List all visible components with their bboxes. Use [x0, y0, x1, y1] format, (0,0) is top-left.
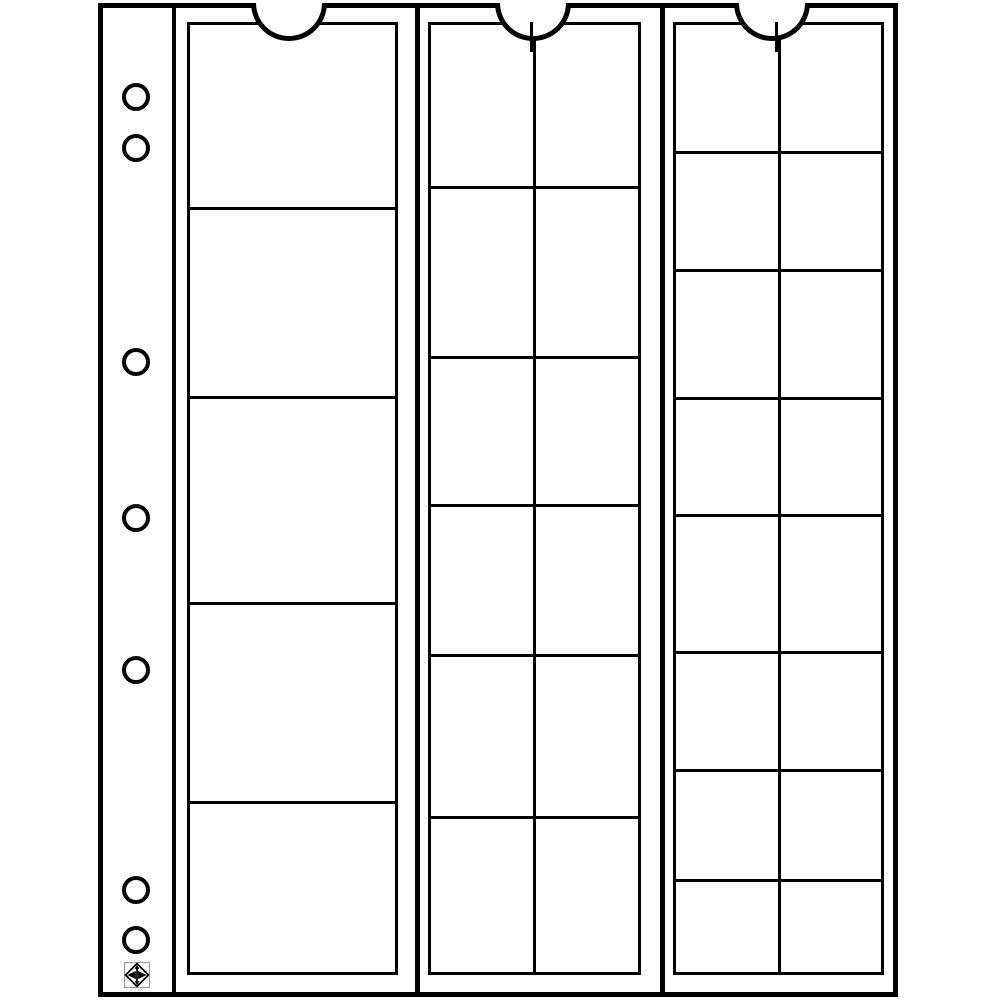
punch-hole — [122, 876, 150, 904]
coin-pocket — [781, 652, 881, 770]
coin-pocket — [431, 25, 533, 187]
coin-pocket — [676, 152, 778, 270]
column-divider-in-notch — [775, 22, 778, 52]
pocket-column-medium-pockets — [415, 8, 660, 992]
coin-pocket — [431, 655, 533, 817]
coin-pocket — [781, 152, 881, 270]
coin-pocket — [190, 802, 395, 972]
pocket-column-small-pockets — [660, 8, 893, 992]
pocket-grid-large-pockets — [187, 22, 398, 975]
punch-hole — [122, 926, 150, 954]
punch-hole — [122, 348, 150, 376]
coin-pocket — [190, 603, 395, 802]
punch-hole — [122, 504, 150, 532]
coin-pocket — [676, 25, 778, 152]
coin-pocket — [536, 25, 638, 187]
coin-pocket — [190, 208, 395, 397]
coin-pocket — [190, 25, 395, 208]
coin-pocket — [190, 397, 395, 603]
coin-pocket — [676, 770, 778, 880]
coin-pocket — [676, 880, 778, 972]
coin-pocket — [676, 515, 778, 652]
pocket-grid-small-pockets — [673, 22, 884, 975]
coin-pocket — [536, 655, 638, 817]
coin-pocket — [676, 398, 778, 515]
coin-pocket — [536, 187, 638, 357]
coin-album-sheet — [98, 3, 898, 997]
punch-hole — [122, 83, 150, 111]
binder-strip — [103, 8, 176, 992]
coin-pocket — [781, 880, 881, 972]
coin-pocket — [431, 817, 533, 972]
coin-pocket — [536, 357, 638, 505]
coin-pocket — [781, 515, 881, 652]
punch-hole — [122, 656, 150, 684]
coin-pocket — [781, 25, 881, 152]
punch-hole — [122, 134, 150, 162]
pocket-column-large-pockets — [176, 8, 415, 992]
coin-pocket — [781, 270, 881, 398]
coin-pocket — [781, 770, 881, 880]
coin-pocket — [536, 817, 638, 972]
coin-pocket — [676, 652, 778, 770]
pocket-grid-medium-pockets — [428, 22, 641, 975]
coin-pocket — [781, 398, 881, 515]
column-divider-in-notch — [530, 22, 533, 52]
diamond-arrows-logo-icon — [124, 962, 150, 988]
coin-pocket — [431, 505, 533, 655]
coin-pocket — [536, 505, 638, 655]
coin-pocket — [431, 357, 533, 505]
coin-pocket — [431, 187, 533, 357]
coin-pocket — [676, 270, 778, 398]
